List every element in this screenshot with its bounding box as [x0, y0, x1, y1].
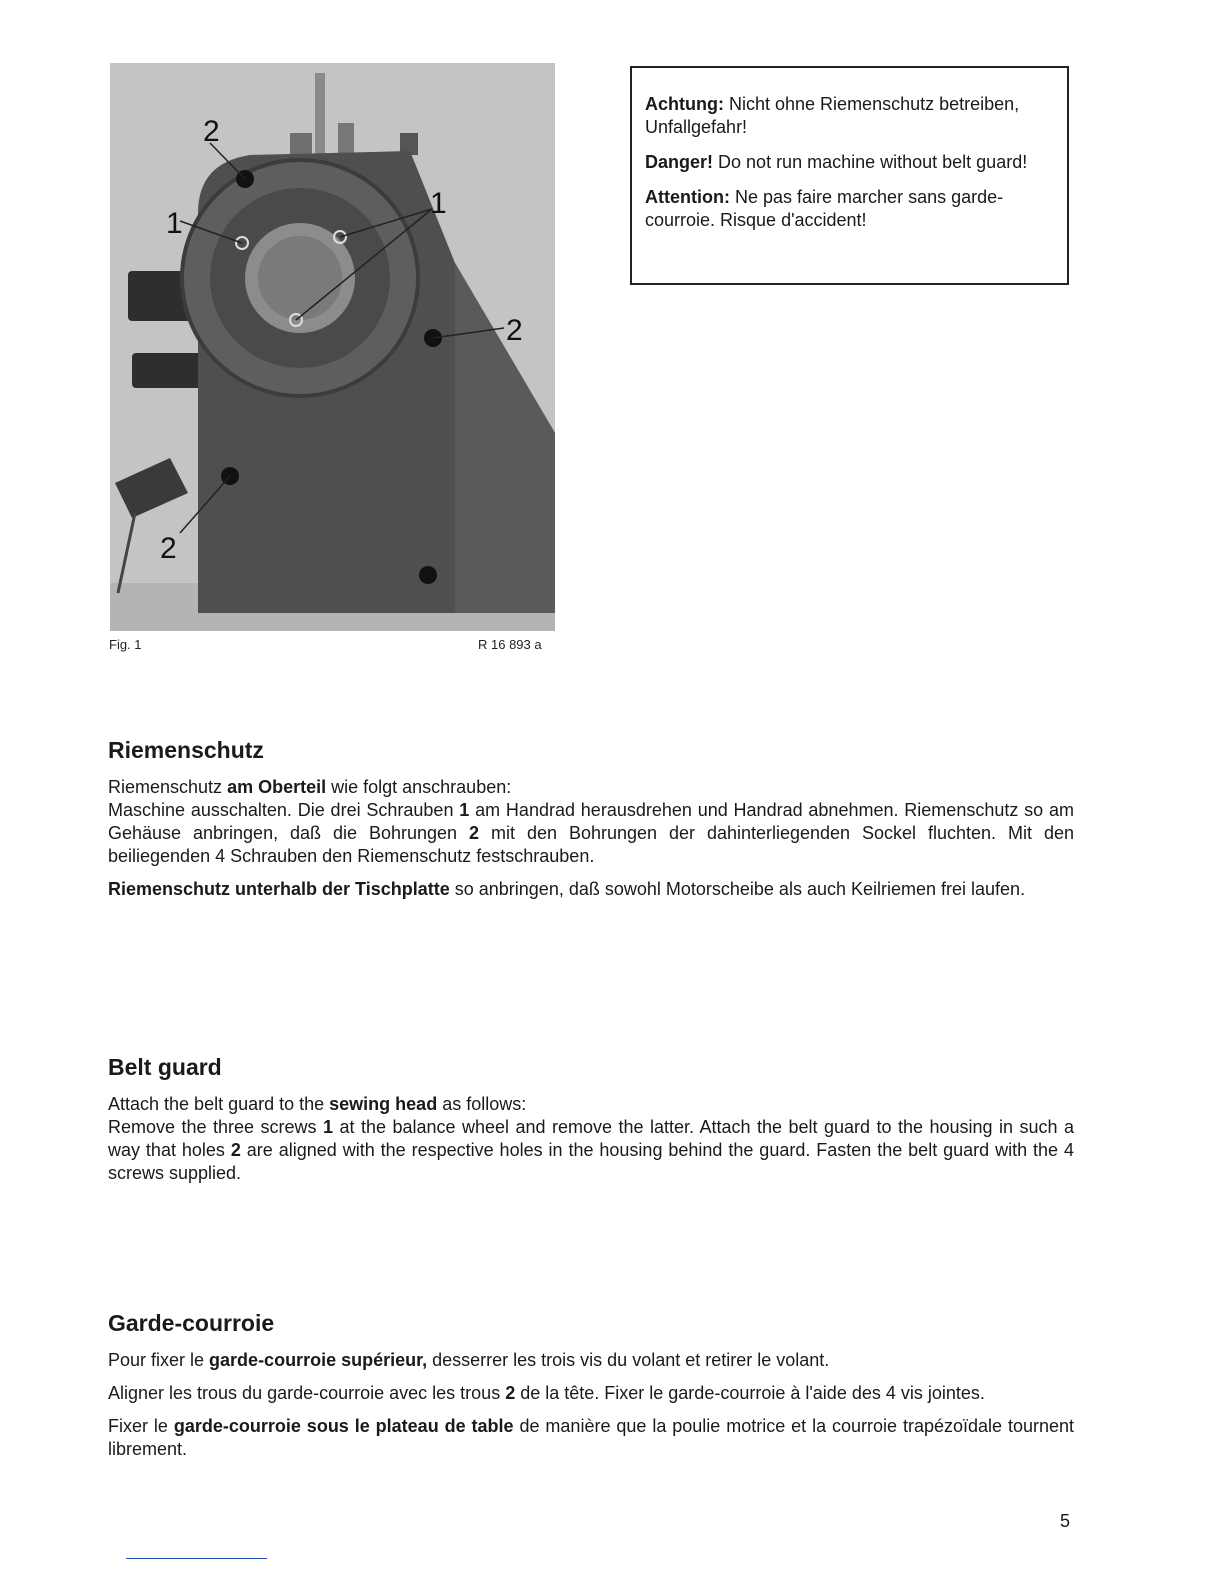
text-fr-2b: 2: [505, 1383, 516, 1403]
warning-de: [645, 93, 1055, 139]
paragraph-fr-2: [108, 1382, 1074, 1405]
figure-belt-guard-photo: [110, 63, 555, 631]
warning-fr-text: Ne pas faire marcher sans gardecourroie. Risque d'accident!: [645, 187, 1004, 230]
warning-de-text: Nicht ohne Riemenschutz betreiben, Unfallgefahr!: [645, 94, 1020, 137]
figure-caption: Fig. 1: [109, 637, 142, 652]
text-fr-2c: de la tête. Fixer le garde-courroie à l'aide des 4 vis jointes.: [515, 1383, 985, 1403]
text-fr-3b: garde-courroie sous le plateau de table: [173, 1416, 514, 1436]
section-belt-guard: [108, 1053, 1074, 1195]
footer-rule: [126, 1558, 267, 1559]
paragraph-en-2: [108, 1116, 1074, 1185]
warning-fr: [645, 186, 1055, 232]
text-fr-3c: de manière que la poulie motrice et la courroie trapézoïdale tournent librement.: [108, 1416, 1075, 1459]
callout-1-right: 1: [430, 187, 447, 220]
text-en-2c: at the balance wheel and remove the latter. Attach the belt guard to the housing in such a way that holes: [108, 1117, 1074, 1160]
callout-2-bottom: 2: [160, 532, 177, 565]
text-en-2e: are aligned with the respective holes in the housing behind the guard. Fasten the belt guard with the 4 screws supplied.: [108, 1140, 1074, 1183]
text-de-2c: am Handrad herausdrehen und Handrad abnehmen. Riemenschutz so am Gehäuse anbringen, daß die Bohrungen: [108, 800, 1074, 843]
text-en-1a: Attach the belt guard to the: [108, 1094, 330, 1114]
section-title-en: Belt guard: [108, 1054, 222, 1080]
warning-de-label: Achtung:: [645, 94, 724, 114]
text-de-2e: mit den Bohrungen der dahinterliegenden Sockel fluchten. Mit den beiliegenden 4 Schrauben den Riemenschutz festschrauben.: [108, 823, 1074, 866]
text-de-1a: Riemenschutz: [108, 777, 228, 797]
safety-warning-box: [630, 66, 1069, 285]
section-garde-courroie: [108, 1309, 1074, 1471]
warning-en-label: Danger!: [645, 152, 714, 172]
text-en-2d: 2: [230, 1140, 241, 1160]
text-fr-2a: Aligner les trous du garde-courroie avec les trous: [108, 1383, 506, 1403]
text-en-1c: as follows:: [437, 1094, 527, 1114]
paragraph-de-2: [108, 799, 1074, 868]
text-fr-1b: garde-courroie supérieur,: [209, 1350, 428, 1370]
callout-1-left: 1: [166, 207, 183, 240]
section-title-fr: Garde-courroie: [108, 1310, 275, 1336]
section-riemenschutz: [108, 736, 1074, 911]
text-en-2b: 1: [322, 1117, 333, 1137]
warning-fr-label: Attention:: [645, 187, 730, 207]
text-fr-1c: desserrer les trois vis du volant et retirer le volant.: [427, 1350, 830, 1370]
text-de-2b: 1: [459, 800, 470, 820]
text-de-3a: Riemenschutz unterhalb der Tischplatte: [108, 879, 450, 899]
text-de-2d: 2: [469, 823, 480, 843]
text-de-3b: so anbringen, daß sowohl Motorscheibe als auch Keilriemen frei laufen.: [449, 879, 1026, 899]
page-number: 5: [1060, 1511, 1071, 1531]
paragraph-de-1: [108, 776, 1074, 799]
paragraph-en-1: [108, 1093, 1074, 1116]
figure-reference: R 16 893 a: [478, 637, 542, 652]
paragraph-de-3: [108, 878, 1074, 901]
warning-en: [645, 151, 1055, 174]
text-de-1b: am Oberteil: [227, 777, 327, 797]
callout-2-top: 2: [203, 115, 220, 148]
text-fr-3a: Fixer le: [108, 1416, 174, 1436]
sewing-machine-illustration: [110, 63, 555, 631]
text-en-2a: Remove the three screws: [108, 1117, 323, 1137]
callout-2-right: 2: [506, 314, 523, 347]
text-fr-1a: Pour fixer le: [108, 1350, 210, 1370]
text-en-1b: sewing head: [329, 1094, 438, 1114]
paragraph-fr-3: [108, 1415, 1074, 1461]
warning-en-text: Do not run machine without belt guard!: [718, 152, 1028, 172]
text-de-1c: wie folgt anschrauben:: [326, 777, 512, 797]
text-de-2a: Maschine ausschalten. Die drei Schrauben: [108, 800, 460, 820]
section-title-de: Riemenschutz: [108, 737, 264, 763]
paragraph-fr-1: [108, 1349, 1074, 1372]
